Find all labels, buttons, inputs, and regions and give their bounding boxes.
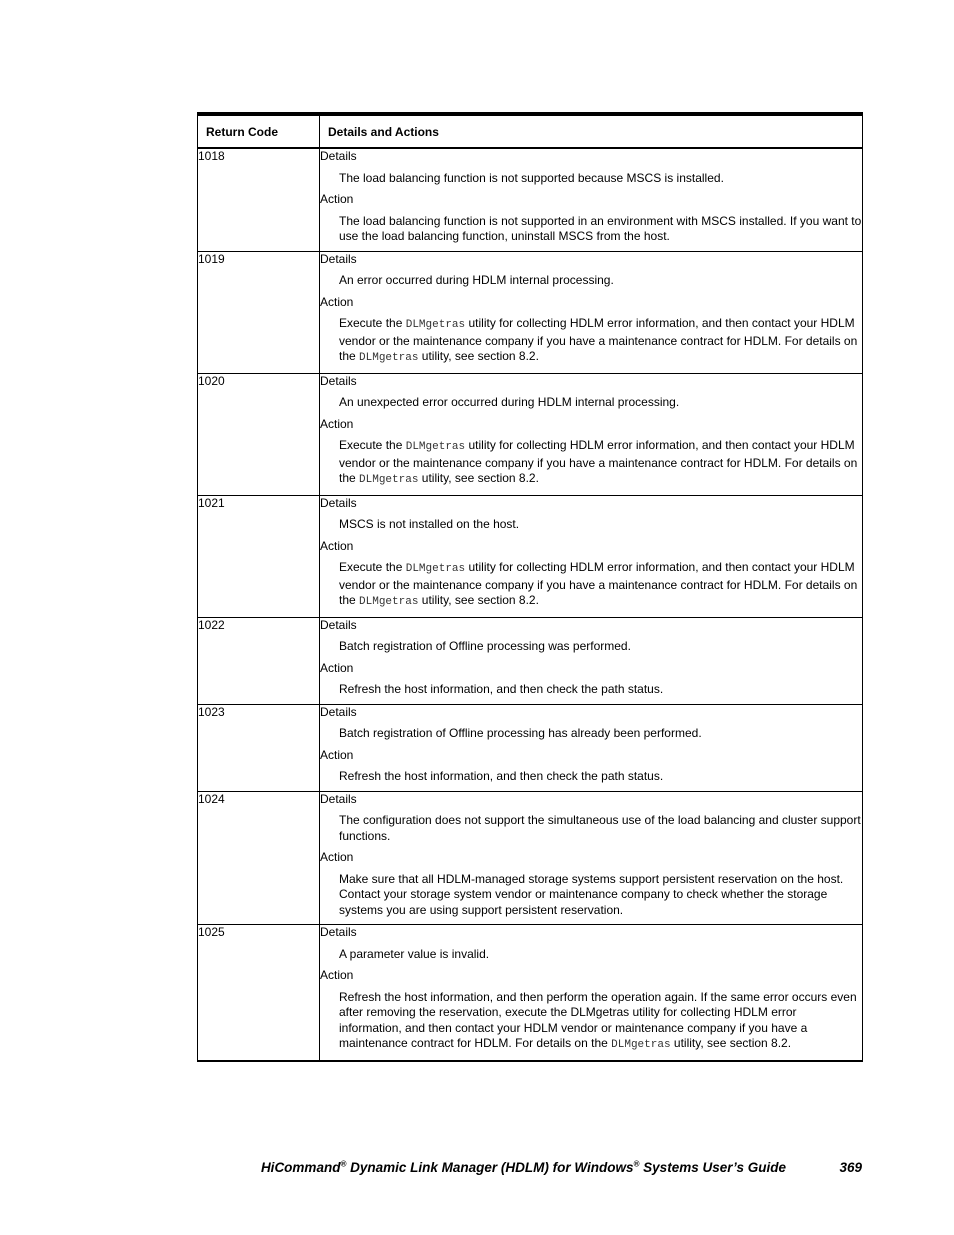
details-text: The load balancing function is not supported because MSCS is installed. [339, 170, 724, 185]
footer-title [261, 1160, 786, 1175]
action-label: Action [320, 660, 354, 675]
details-label: Details [320, 791, 357, 806]
return-code: 1020 [198, 373, 320, 495]
details-text: Batch registration of Offline processing was performed. [339, 639, 631, 653]
header-return-code: Return Code [198, 114, 320, 148]
action-text [339, 316, 862, 367]
details-text: Batch registration of Offline processing has already been performed. [339, 726, 702, 740]
return-code: 1018 [198, 148, 320, 251]
details-label: Details [320, 925, 357, 939]
action-label: Action [320, 538, 354, 553]
details-and-actions [320, 617, 863, 704]
details-label: Details [320, 704, 357, 719]
utility-name: DLMgetras [611, 1039, 671, 1051]
details-label: Details [320, 373, 357, 388]
action-text: Make sure that all HDLM-managed storage systems support persistent reservation on the host. Contact your storage system vendor or maintenance company to check whether the storage systems you are using support persistent reservation. [339, 871, 844, 917]
action-text-part: utility for collecting HDLM error information, and then contact your HDLM vendor or the maintenance company if you have a maintenance contract for HDLM. For details on the [339, 316, 858, 363]
footer-title-part: HiCommand [260, 1160, 341, 1175]
details-and-actions [320, 148, 863, 251]
details-label: Details [320, 617, 357, 632]
details-and-actions [320, 251, 863, 373]
return-code: 1019 [198, 251, 320, 373]
utility-name: DLMgetras [405, 319, 466, 331]
details-label: Details [320, 251, 357, 266]
action-text: The load balancing function is not supported in an environment with MSCS installed. If you want to use the load balancing function, uninstall MSCS from the host. [339, 213, 862, 243]
action-text [339, 438, 862, 489]
action-text [339, 990, 862, 1054]
action-text: Refresh the host information, and then check the path status. [339, 682, 664, 696]
return-code: 1025 [198, 925, 320, 1061]
action-text-part: Execute the [339, 316, 406, 330]
details-and-actions [320, 791, 863, 925]
utility-name: DLMgetras [359, 596, 419, 608]
action-label: Action [320, 192, 354, 206]
action-text-part: Refresh the host information, and then perform the operation again. If the same error occurs even after removing the reservation, execute the DLMgetras utility for collecting HDLM error information, and then contact your HDLM vendor or maintenance company if you have a maintenance contract for HDLM. For details on the [339, 989, 857, 1050]
footer-title-part: Dynamic Link Manager (HDLM) for Windows [346, 1160, 634, 1175]
table-row [198, 704, 863, 791]
details-text: MSCS is not installed on the host. [339, 517, 520, 531]
details-and-actions [320, 373, 863, 495]
action-label: Action [320, 294, 354, 309]
utility-name: DLMgetras [405, 563, 466, 575]
utility-name: DLMgetras [359, 474, 419, 486]
table-row [198, 373, 863, 495]
action-text-part: utility for collecting HDLM error information, and then contact your HDLM vendor or the maintenance company if you have a maintenance contract for HDLM. For details on the [339, 438, 858, 485]
action-text: Refresh the host information, and then check the path status. [339, 769, 664, 783]
details-and-actions [320, 925, 863, 1061]
details-and-actions [320, 495, 863, 617]
registered-mark: ® [633, 1159, 640, 1169]
table-header-row [198, 114, 863, 148]
action-text-part: utility, see section 8.2. [418, 471, 539, 485]
action-label: Action [320, 968, 354, 982]
footer-title-part: Systems User’s Guide [639, 1160, 786, 1175]
action-text [339, 560, 862, 611]
utility-name: DLMgetras [405, 441, 466, 453]
table-row [198, 791, 863, 925]
utility-name: DLMgetras [359, 352, 419, 364]
details-text: An unexpected error occurred during HDLM internal processing. [339, 395, 680, 409]
details-text: A parameter value is invalid. [339, 946, 490, 961]
action-text-part: Execute the [339, 438, 406, 452]
table-row [198, 495, 863, 617]
table-row [198, 617, 863, 704]
details-and-actions [320, 704, 863, 791]
action-label: Action [320, 747, 354, 762]
action-label: Action [320, 850, 354, 864]
action-text-part: Execute the [339, 560, 406, 574]
header-details-and-actions: Details and Actions [320, 114, 863, 148]
details-label: Details [320, 495, 357, 510]
action-text-part: utility, see section 8.2. [670, 1036, 792, 1050]
details-text: The configuration does not support the simultaneous use of the load balancing and cluster support functions. [339, 813, 861, 843]
details-label: Details [320, 149, 357, 163]
return-code: 1023 [198, 704, 320, 791]
table-row [198, 148, 863, 251]
return-code: 1022 [198, 617, 320, 704]
table-row [198, 251, 863, 373]
action-text-part: utility, see section 8.2. [418, 593, 539, 607]
table-row [198, 925, 863, 1061]
action-label: Action [320, 416, 354, 431]
action-text-part: utility, see section 8.2. [418, 349, 539, 363]
details-text: An error occurred during HDLM internal processing. [339, 273, 614, 287]
return-code-table [197, 112, 863, 1062]
return-code: 1021 [198, 495, 320, 617]
action-text-part: utility for collecting HDLM error information, and then contact your HDLM vendor or the maintenance company if you have a maintenance contract for HDLM. For details on the [339, 560, 858, 607]
page-number: 369 [839, 1160, 862, 1175]
registered-mark: ® [340, 1159, 347, 1169]
return-code: 1024 [198, 791, 320, 925]
